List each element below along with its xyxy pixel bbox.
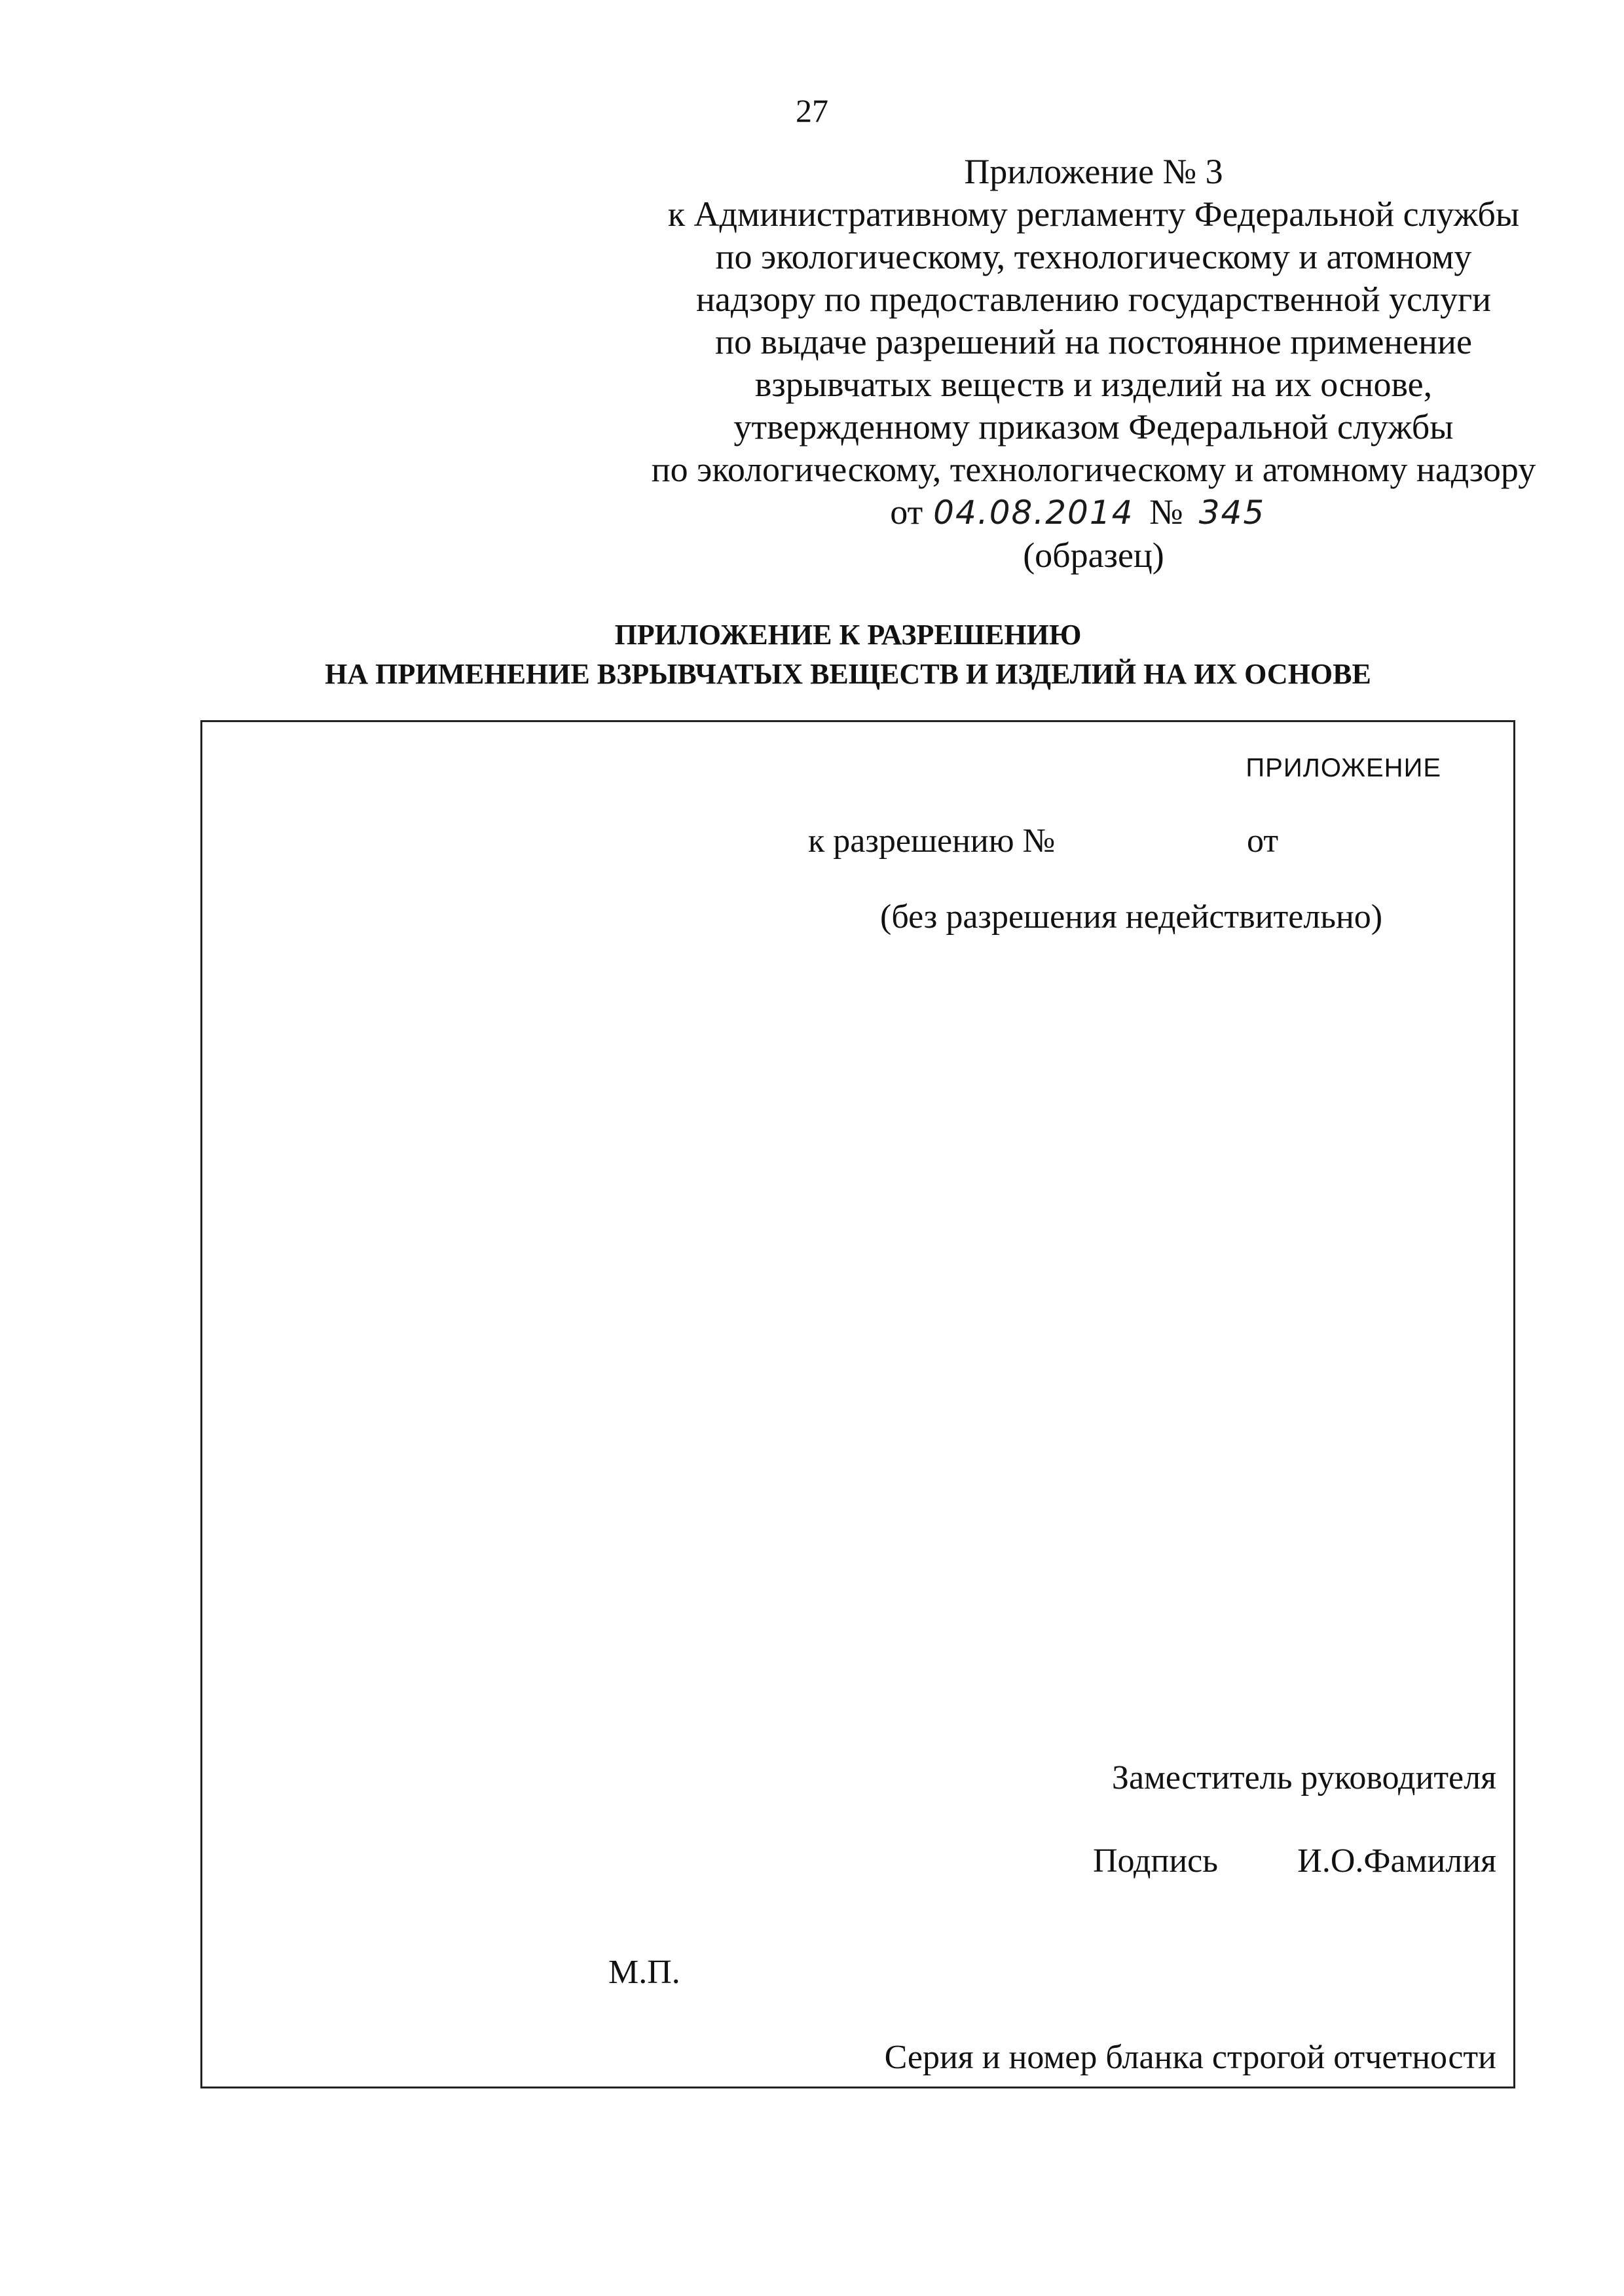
header-line: Приложение № 3 <box>964 152 1223 191</box>
permit-date-label: от <box>1247 822 1279 860</box>
stamp-place-label: М.П. <box>608 1954 680 1991</box>
signature-label: Подпись <box>1093 1842 1218 1880</box>
form-series-number-label: Серия и номер бланка строгой отчетности <box>884 2039 1496 2076</box>
handwritten-order-date: 04.08.2014 <box>933 494 1134 532</box>
order-date-line <box>537 491 1624 534</box>
header-line: утвержденному приказом Федеральной службы <box>733 407 1454 446</box>
sample-note: (образец) <box>1023 536 1164 575</box>
full-name-label: И.О.Фамилия <box>1297 1842 1496 1880</box>
title-line-2: НА ПРИМЕНЕНИЕ ВЗРЫВЧАТЫХ ВЕЩЕСТВ И ИЗДЕЛИЙ НА ИХ ОСНОВЕ <box>325 658 1371 690</box>
appendix-header <box>537 151 1624 577</box>
header-line: к Административному регламенту Федеральной службы <box>667 194 1520 234</box>
handwritten-order-number: 345 <box>1198 494 1266 532</box>
header-line: по экологическому, технологическому и атомному <box>715 237 1472 276</box>
order-number-label: № <box>1149 492 1183 532</box>
permit-number-label: к разрешению № <box>808 822 1056 860</box>
invalid-without-permit-note: (без разрешения недействительно) <box>880 898 1383 936</box>
deputy-head-title: Заместитель руководителя <box>1111 1759 1496 1796</box>
permit-appendix-form <box>200 720 1515 2088</box>
header-line: взрывчатых веществ и изделий на их основе, <box>754 365 1433 404</box>
order-from-label: от <box>890 492 923 532</box>
document-title <box>0 615 1624 694</box>
title-line-1: ПРИЛОЖЕНИЕ К РАЗРЕШЕНИЮ <box>614 619 1082 651</box>
header-line: надзору по предоставлению государственной услуги <box>695 280 1492 319</box>
form-appendix-label: ПРИЛОЖЕНИЕ <box>1246 754 1441 782</box>
header-line: по экологическому, технологическому и атомному надзору <box>651 450 1536 489</box>
header-line: по выдаче разрешений на постоянное применение <box>715 322 1472 361</box>
page-number: 27 <box>796 92 828 129</box>
